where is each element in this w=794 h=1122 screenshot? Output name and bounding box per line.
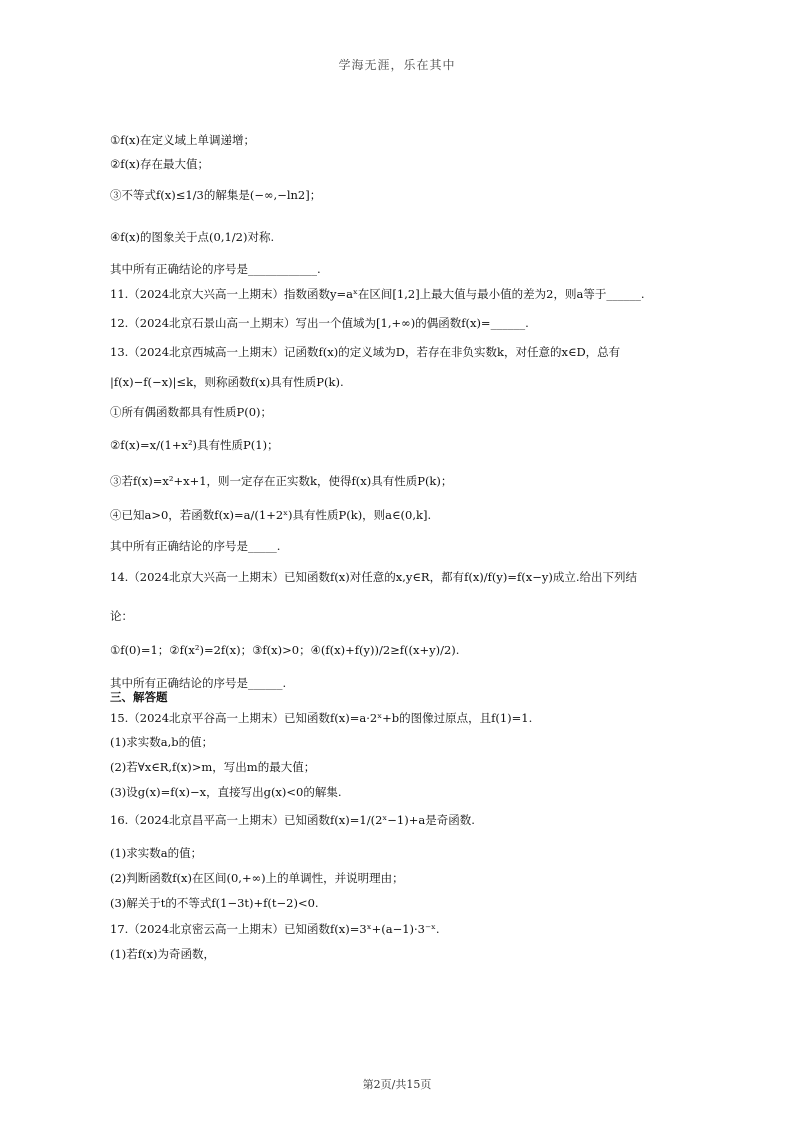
- page-footer: 第2页/共15页: [362, 1078, 432, 1091]
- section-heading: [110, 690, 168, 704]
- line-text: ②f(x)存在最大值；: [110, 157, 210, 171]
- q13-option-2: [110, 438, 279, 452]
- line-text: ①f(0)=1；②f(x²)=2f(x)；③f(x)>0；④(f(x)+f(y))/2≥f((x+y)/2).: [110, 643, 460, 657]
- line-text: (3)设g(x)=f(x)−x，直接写出g(x)<0的解集.: [110, 785, 342, 799]
- q17-part-1: [110, 947, 215, 961]
- statement-2: [110, 157, 209, 171]
- line-text: ④已知a>0，若函数f(x)=a/(1+2ˣ)具有性质P(k)，则a∈(0,k].: [110, 508, 432, 522]
- line-text: (1)求实数a,b的值；: [110, 735, 214, 749]
- q15-part-1: [110, 735, 213, 749]
- line-text: (1)若f(x)为奇函数，: [110, 947, 216, 961]
- answer-blank[interactable]: ______.: [490, 316, 529, 330]
- question-14: [110, 570, 637, 584]
- q16-part-2: [110, 871, 404, 885]
- question-14-cont: [110, 609, 133, 623]
- line-text: 15.（2024北京平谷高一上期末）已知函数f(x)=a·2ˣ+b的图像过原点，且f(1)=1.: [110, 711, 533, 725]
- line-text: 12.（2024北京石景山高一上期末）写出一个值域为[1,+∞)的偶函数f(x)=: [110, 316, 491, 330]
- q15-part-2: [110, 760, 315, 774]
- question-11: [110, 287, 645, 301]
- line-text: |f(x)−f(−x)|≤k，则称函数f(x)具有性质P(k).: [110, 375, 344, 389]
- line-text: 17.（2024北京密云高一上期末）已知函数f(x)=3ˣ+(a−1)·3⁻ˣ.: [110, 922, 440, 936]
- answer-prompt: [110, 676, 286, 690]
- q13-option-3: [110, 474, 452, 488]
- question-15: [110, 711, 532, 725]
- line-text: 三、解答题: [110, 690, 168, 704]
- line-text: ③若f(x)=x²+x+1，则一定存在正实数k，使得f(x)具有性质P(k)；: [110, 474, 453, 488]
- line-text: (2)若∀x∈R,f(x)>m，写出m的最大值；: [110, 760, 316, 774]
- line-text: ①f(x)在定义域上单调递增；: [110, 133, 256, 147]
- line-text: 论：: [110, 609, 133, 623]
- q16-part-1: [110, 846, 202, 860]
- statement-3: [110, 188, 321, 202]
- statement-4: [110, 230, 274, 244]
- line-text: 其中所有正确结论的序号是: [110, 539, 248, 553]
- q16-part-3: [110, 896, 319, 910]
- answer-prompt: [110, 539, 280, 553]
- line-text: ③不等式f(x)≤1/3的解集是(−∞,−ln2]；: [110, 188, 322, 202]
- q13-option-1: [110, 405, 272, 419]
- line-text: (1)求实数a的值；: [110, 846, 203, 860]
- line-text: ①所有偶函数都具有性质P(0)；: [110, 405, 273, 419]
- line-text: ④f(x)的图象关于点(0,1/2)对称.: [110, 230, 275, 244]
- page-header: 学海无涯，乐在其中: [338, 58, 456, 72]
- line-text: (2)判断函数f(x)在区间(0,+∞)上的单调性，并说明理由；: [110, 871, 404, 885]
- q15-part-3: [110, 785, 342, 799]
- line-text: 16.（2024北京昌平高一上期末）已知函数f(x)=1/(2ˣ−1)+a是奇函数.: [110, 813, 475, 827]
- question-17: [110, 922, 440, 936]
- line-text: 其中所有正确结论的序号是: [110, 676, 248, 690]
- answer-blank[interactable]: _____.: [248, 539, 281, 553]
- answer-prompt: [110, 262, 321, 276]
- line-text: 14.（2024北京大兴高一上期末）已知函数f(x)对任意的x,y∈R，都有f(x)/f(y)=f(x−y)成立.给出下列结: [110, 570, 638, 584]
- answer-blank[interactable]: ______.: [606, 287, 645, 301]
- question-13-cont: [110, 375, 344, 389]
- line-text: (3)解关于t的不等式f(1−3t)+f(t−2)<0.: [110, 896, 319, 910]
- answer-blank[interactable]: ____________.: [248, 262, 321, 276]
- q14-options: [110, 643, 459, 657]
- line-text: 11.（2024北京大兴高一上期末）指数函数y=aˣ在区间[1,2]上最大值与最小值的差为2，则a等于: [110, 287, 607, 301]
- statement-1: [110, 133, 255, 147]
- question-13: [110, 345, 620, 359]
- question-16: [110, 813, 475, 827]
- line-text: 13.（2024北京西城高一上期末）记函数f(x)的定义域为D，若存在非负实数k，对任意的x∈D，总有: [110, 345, 621, 359]
- answer-blank[interactable]: ______.: [248, 676, 287, 690]
- question-12: [110, 316, 529, 330]
- q13-option-4: [110, 508, 431, 522]
- line-text: ②f(x)=x/(1+x²)具有性质P(1)；: [110, 438, 279, 452]
- line-text: 其中所有正确结论的序号是: [110, 262, 248, 276]
